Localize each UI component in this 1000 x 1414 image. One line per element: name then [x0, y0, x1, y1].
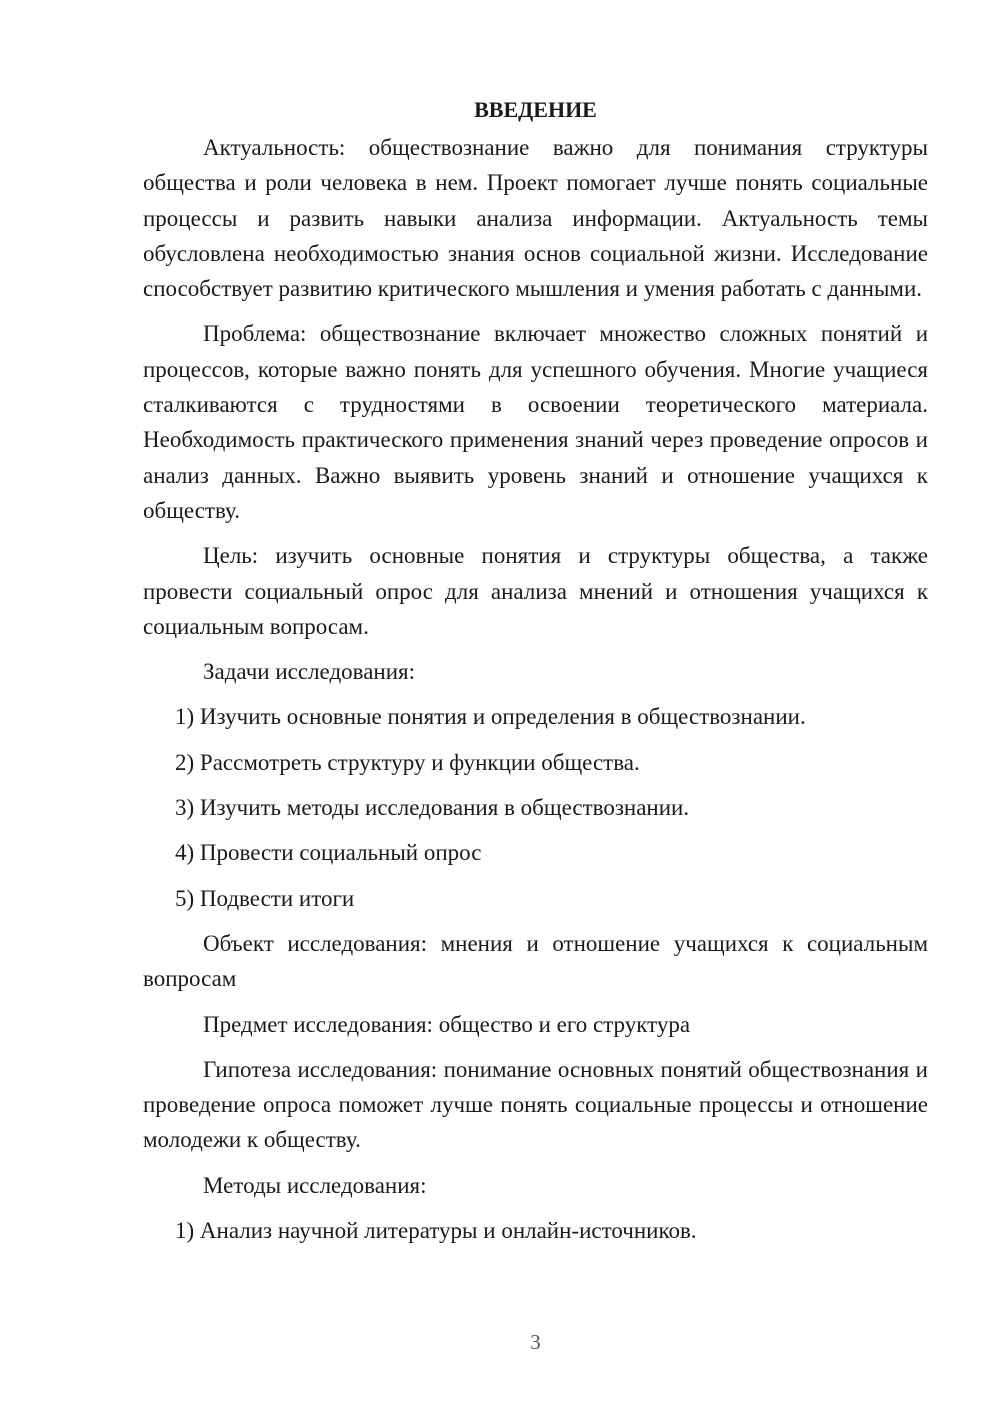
tasks-label: Задачи исследования: [203, 659, 416, 685]
task-item: 5) Подвести итоги [175, 885, 355, 911]
page-number: 3 [530, 1330, 541, 1354]
task-item: 3) Изучить методы исследования в обществознании. [175, 795, 690, 821]
methods-label: Методы исследования: [203, 1172, 427, 1198]
document-page [143, 92, 928, 1258]
hypothesis-paragraph: Гипотеза исследования: понимание основных понятий обществознания и проведение опроса поможет лучше понять социальные процессы и отношение молодежи к обществу. [143, 1056, 928, 1153]
object-paragraph: Объект исследования: мнения и отношение учащихся к социальным вопросам [143, 930, 928, 992]
task-item: 1) Изучить основные понятия и определения в обществознании. [175, 704, 806, 730]
goal-paragraph: Цель: изучить основные понятия и структуры общества, а также провести социальный опрос для анализа мнений и отношения учащихся к социальным вопросам. [143, 543, 928, 639]
relevance-paragraph: Актуальность: обществознание важно для понимания структуры общества и роли человека в нем. Проект помогает лучше понять социальные процессы и развить навыки анализа информации. Актуальность темы обусловлена необходимостью знания основ социальной жизни. Исследование способствует развитию критического мышления и умения работать с данными. [143, 135, 928, 302]
task-item: 4) Провести социальный опрос [175, 840, 482, 866]
methods-list [143, 1213, 928, 1248]
method-item: 1) Анализ научной литературы и онлайн-источников. [175, 1218, 697, 1244]
tasks-list [143, 699, 928, 915]
document-title: ВВЕДЕНИЕ [474, 97, 597, 122]
problem-paragraph: Проблема: обществознание включает множество сложных понятий и процессов, которые важно понять для успешного обучения. Многие учащиеся сталкиваются с трудностями в освоении теоретического материала. Необходимость практического применения знаний через проведение опросов и анализ данных. Важно выявить уровень знаний и отношение учащихся к обществу. [143, 321, 928, 523]
task-item: 2) Рассмотреть структуру и функции общества. [175, 749, 640, 775]
subject-paragraph: Предмет исследования: общество и его структура [203, 1011, 691, 1037]
